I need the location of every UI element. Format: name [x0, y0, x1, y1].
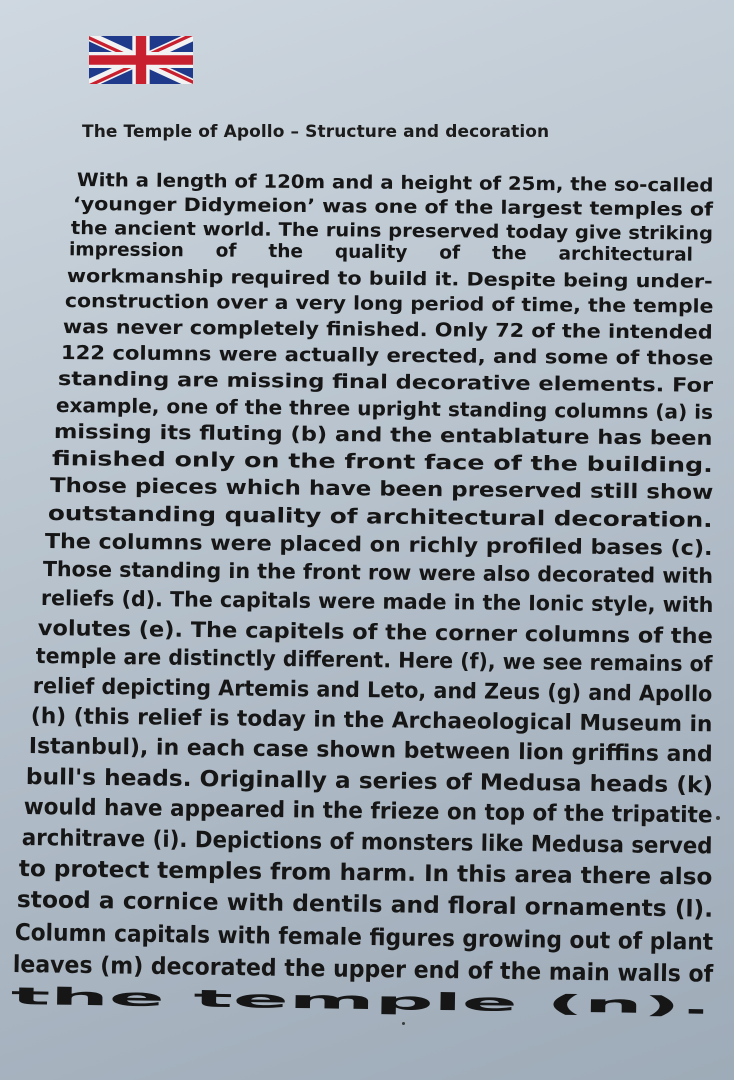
text-line: volutes (e). The capitels of the corner columns of the: [37, 615, 713, 649]
text-line: leaves (m) decorated the upper end of the main walls of: [12, 950, 714, 988]
text-line: The columns were placed on richly profiled bases (c).: [44, 529, 713, 560]
text-line: workmanship required to build it. Despite being under-: [66, 266, 713, 293]
text-line: stood a cornice with dentils and floral ornaments (l).: [16, 887, 714, 923]
surface-speck: [402, 1022, 405, 1025]
text-line: ‘younger Didymeion’ was one of the largest temples of: [72, 194, 714, 221]
text-line: reliefs (d). The capitals were made in the Ionic style, with: [40, 586, 714, 618]
text-line: finished only on the front face of the building.: [51, 446, 713, 477]
text-line-justified: [69, 241, 693, 265]
text-line: would have appeared in the frieze on top of the tripatite: [23, 794, 713, 829]
text-line: example, one of the three upright standing columns (a) is: [55, 394, 714, 424]
text-line: Column capitals with female figures growing out of plant: [14, 919, 714, 956]
text-line: 122 columns were actually erected, and some of those: [60, 341, 714, 370]
text-line: to protect temples from harm. In this area there also: [18, 856, 713, 891]
word: impression: [68, 239, 184, 262]
text-line: relief depicting Artemis and Leto, and Zeus (g) and Apollo: [32, 674, 713, 708]
text-line: was never completely finished. Only 72 of the intended: [62, 316, 713, 344]
text-line: Those standing in the front row were also decorated with: [42, 557, 714, 589]
text-line: temple are distinctly different. Here (f), we see remains of: [35, 644, 713, 678]
text-line: the temple (n).: [10, 982, 712, 1020]
word: architectural: [558, 243, 694, 266]
text-line: With a length of 120m and a height of 25m, the so-called: [76, 170, 714, 197]
text-line: outstanding quality of architectural decoration.: [47, 501, 713, 532]
word: the: [268, 241, 304, 263]
word: quality: [334, 241, 408, 264]
text-line: (h) (this relief is today in the Archaeological Museum in: [30, 704, 713, 738]
word: of: [215, 240, 237, 262]
text-line: bull's heads. Originally a series of Medusa heads (k): [25, 764, 714, 799]
word: of: [439, 242, 461, 264]
text-line: Those pieces which have been preserved still show: [49, 473, 714, 504]
text-line: Istanbul), in each case shown between lion griffins and: [28, 734, 713, 768]
text-line: construction over a very long period of time, the temple: [64, 291, 714, 318]
text-line: standing are missing final decorative elements. For: [57, 367, 714, 397]
text-line: the ancient world. The ruins preserved today give striking: [70, 218, 714, 245]
word: the: [491, 242, 527, 265]
surface-speck: [716, 816, 720, 820]
text-line: missing its fluting (b) and the entablature has been: [53, 420, 713, 450]
sign-title: The Temple of Apollo – Structure and decoration: [82, 122, 550, 142]
text-line: architrave (i). Depictions of monsters like Medusa served: [21, 825, 713, 860]
